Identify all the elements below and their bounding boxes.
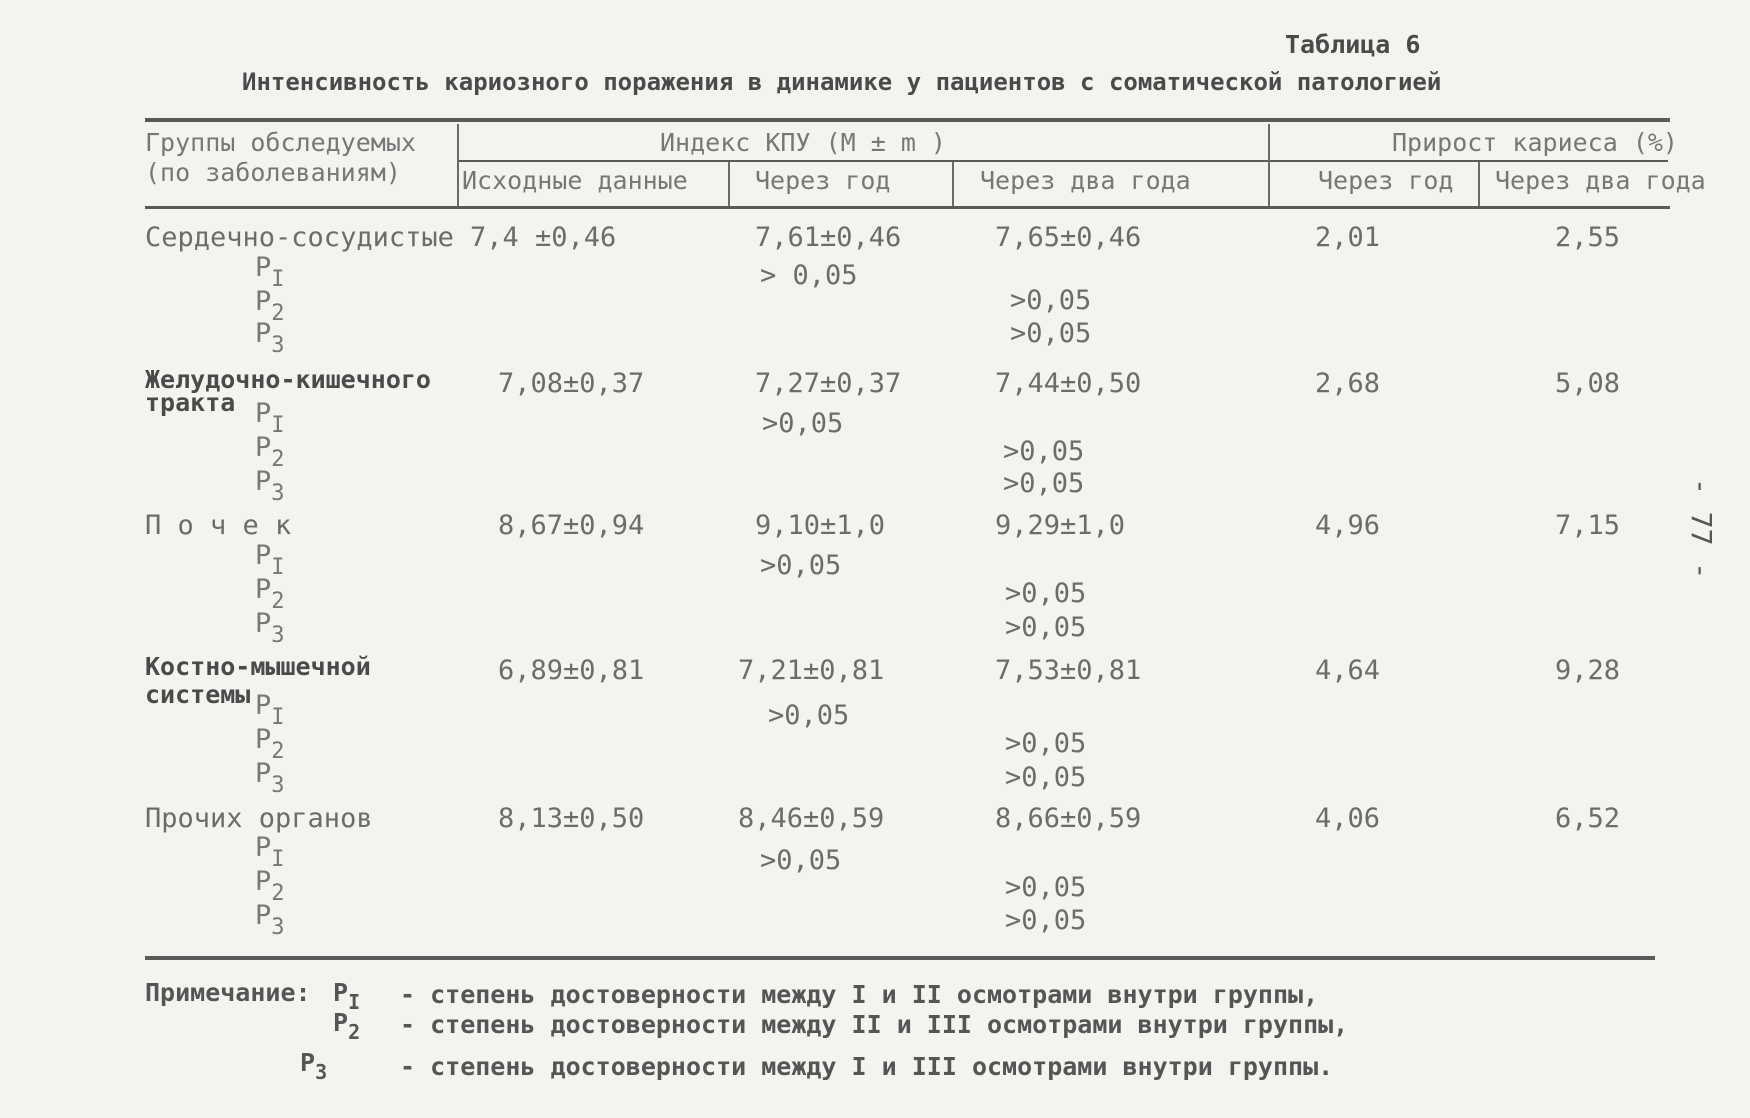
table-title: Интенсивность кариозного поражения в динамике у пациентов с соматической патологией <box>242 68 1442 96</box>
p2-label: $P_2$ <box>255 286 285 326</box>
cell-p1: > 0,05 <box>760 260 858 291</box>
cell-initial: 8,67±0,94 <box>498 510 645 541</box>
row-group-name-line2: системы <box>145 680 251 709</box>
bottom-rule <box>145 956 1655 960</box>
header-divider <box>457 124 459 206</box>
cell-year2: 8,66±0,59 <box>995 803 1142 834</box>
cell-p3: >0,05 <box>1005 612 1087 643</box>
header-kpu-group: Индекс КПУ (M ± m ) <box>660 128 946 157</box>
row-group-name: Сердечно-сосудистые <box>145 222 454 253</box>
page-number: - 77 - <box>1685 478 1718 580</box>
cell-p1: >0,05 <box>760 845 842 876</box>
cell-initial: 6,89±0,81 <box>498 655 645 686</box>
note-p2-text: - степень достоверности между II и III осмотрами внутри группы, <box>400 1010 1349 1039</box>
cell-growth2: 7,15 <box>1555 510 1621 541</box>
header-col-growth2: Через два года <box>1495 166 1706 195</box>
cell-year2: 9,29±1,0 <box>995 510 1126 541</box>
cell-initial: 8,13±0,50 <box>498 803 645 834</box>
header-divider <box>728 162 730 206</box>
header-col-growth1: Через год <box>1318 166 1454 195</box>
cell-p3: >0,05 <box>1010 318 1092 349</box>
p1-label: $P_I$ <box>255 398 285 438</box>
p1-label: $P_I$ <box>255 540 285 580</box>
p3-label: $P_3$ <box>255 318 285 358</box>
cell-p2: >0,05 <box>1005 728 1087 759</box>
p2-label: $P_2$ <box>255 724 285 764</box>
cell-p1: >0,05 <box>762 408 844 439</box>
cell-growth2: 9,28 <box>1555 655 1621 686</box>
cell-p2: >0,05 <box>1010 285 1092 316</box>
p3-label: $P_3$ <box>255 758 285 798</box>
cell-year2: 7,53±0,81 <box>995 655 1142 686</box>
cell-growth1: 4,64 <box>1315 655 1381 686</box>
top-rule <box>145 118 1670 122</box>
header-group-col-line1: Группы обследуемых <box>145 128 416 157</box>
cell-year1: 7,21±0,81 <box>738 655 885 686</box>
cell-growth1: 4,06 <box>1315 803 1381 834</box>
row-group-name: Желудочно-кишечного <box>145 365 431 394</box>
note-prefix: Примечание: <box>145 978 311 1007</box>
row-group-name: Прочих органов <box>145 803 373 834</box>
header-divider <box>952 162 954 206</box>
row-group-name-line2: тракта <box>145 388 236 417</box>
p1-label: $P_I$ <box>255 832 285 872</box>
header-divider <box>1478 162 1480 206</box>
p1-label: $P_I$ <box>255 690 285 730</box>
header-subrule <box>458 160 1668 162</box>
p3-label: $P_3$ <box>255 608 285 648</box>
cell-p3: >0,05 <box>1005 762 1087 793</box>
cell-initial: 7,4 ±0,46 <box>470 222 617 253</box>
cell-growth2: 5,08 <box>1555 368 1621 399</box>
cell-year1: 7,27±0,37 <box>755 368 902 399</box>
header-col-year2: Через два года <box>980 166 1191 195</box>
note-p1-text: - степень достоверности между I и II осмотрами внутри группы, <box>400 980 1319 1009</box>
p2-label: $P_2$ <box>255 432 285 472</box>
cell-year2: 7,65±0,46 <box>995 222 1142 253</box>
header-col-year1: Через год <box>755 166 891 195</box>
p1-label: $P_I$ <box>255 252 285 292</box>
cell-year2: 7,44±0,50 <box>995 368 1142 399</box>
cell-p3: >0,05 <box>1005 905 1087 936</box>
table-label: Таблица 6 <box>1285 30 1421 59</box>
header-bottom-rule <box>145 206 1670 209</box>
cell-p1: >0,05 <box>768 700 850 731</box>
cell-p2: >0,05 <box>1005 872 1087 903</box>
header-growth-group: Прирост кариеса (%) <box>1392 128 1678 157</box>
cell-growth1: 2,68 <box>1315 368 1381 399</box>
row-group-name: П о ч е к <box>145 510 292 541</box>
cell-growth1: 2,01 <box>1315 222 1381 253</box>
header-col-initial: Исходные данные <box>462 166 688 195</box>
cell-growth1: 4,96 <box>1315 510 1381 541</box>
p3-label: $P_3$ <box>255 466 285 506</box>
cell-growth2: 2,55 <box>1555 222 1621 253</box>
header-divider <box>1268 124 1270 206</box>
header-group-col-line2: (по заболеваниям) <box>145 158 401 187</box>
p2-label: $P_2$ <box>255 574 285 614</box>
cell-p1: >0,05 <box>760 550 842 581</box>
note-p3-label: $P_3$ <box>300 1048 328 1084</box>
note-p1-label: $P_I$ <box>333 978 361 1014</box>
note-p2-label: $P_2$ <box>333 1008 361 1044</box>
cell-growth2: 6,52 <box>1555 803 1621 834</box>
cell-year1: 9,10±1,0 <box>755 510 886 541</box>
cell-p2: >0,05 <box>1003 436 1085 467</box>
p3-label: $P_3$ <box>255 900 285 940</box>
cell-initial: 7,08±0,37 <box>498 368 645 399</box>
note-p3-text: - степень достоверности между I и III осмотрами внутри группы. <box>400 1052 1334 1081</box>
row-group-name: Костно-мышечной <box>145 652 371 681</box>
p2-label: $P_2$ <box>255 866 285 906</box>
cell-year1: 8,46±0,59 <box>738 803 885 834</box>
cell-p2: >0,05 <box>1005 578 1087 609</box>
cell-p3: >0,05 <box>1003 468 1085 499</box>
cell-year1: 7,61±0,46 <box>755 222 902 253</box>
